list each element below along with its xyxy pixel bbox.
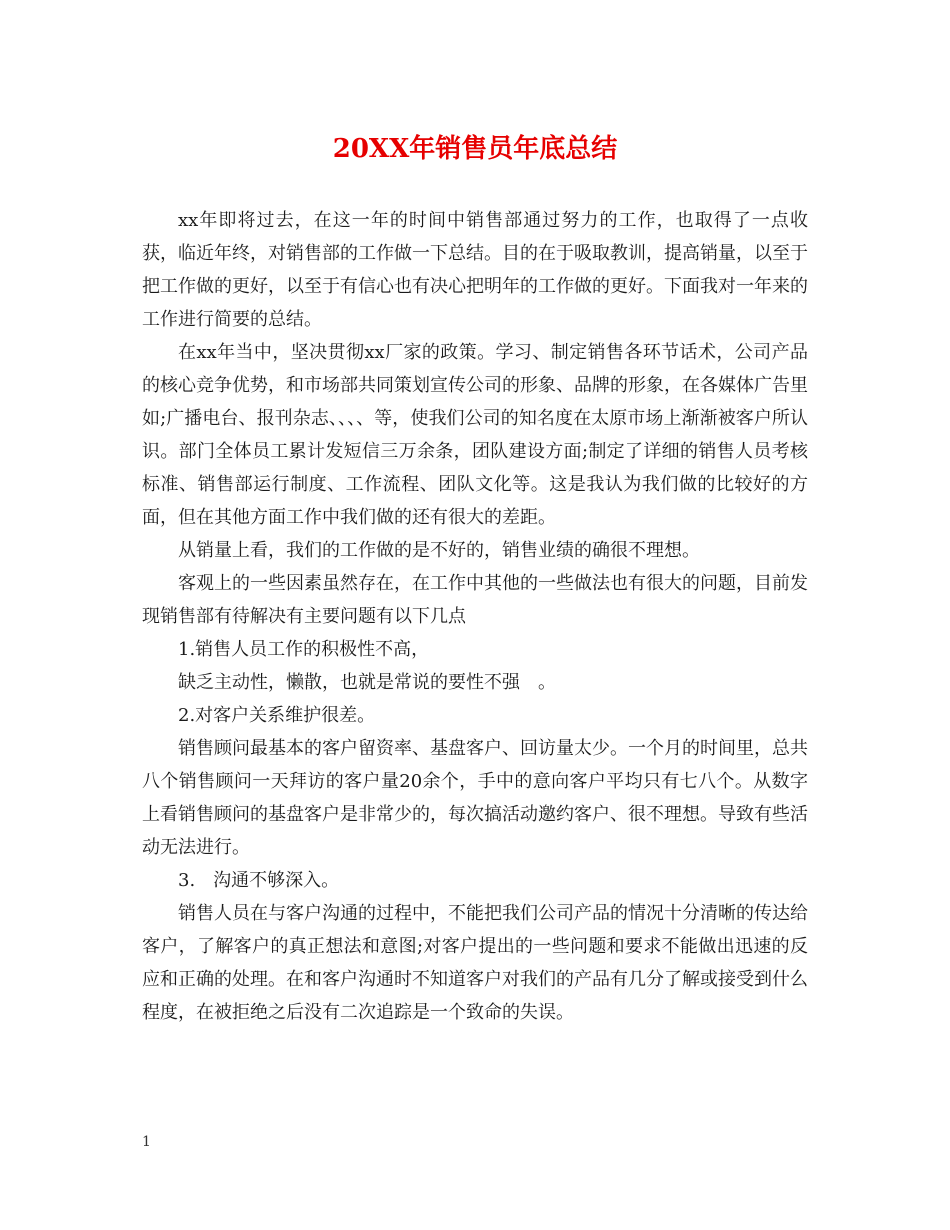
paragraph: 在xx年当中，坚决贯彻xx厂家的政策。学习、制定销售各环节话术，公司产品的核心竞争优势，和市场部共同策划宣传公司的形象、品牌的形象，在各媒体广告里如;广播电台、报刊杂志、、、、等，使我们公司的知名度在太原市场上渐渐被客户所认识。部门全体员工累计发短信三万余条，团队建设方面;制定了详细的销售人员考核标准、销售部运行制度、工作流程、团队文化等。这是我认为我们做的比较好的方面，但在其他方面工作中我们做的还有很大的差距。: [142, 342, 808, 528]
paragraph: 销售人员在与客户沟通的过程中，不能把我们公司产品的情况十分清晰的传达给客户，了解客户的真正想法和意图;对客户提出的一些问题和要求不能做出迅速的反应和正确的处理。在和客户沟通时不知道客户对我们的产品有几分了解或接受到什么程度，在被拒绝之后没有二次追踪是一个致命的失误。: [142, 903, 808, 1023]
document-body: [142, 204, 808, 1029]
paragraph: 客观上的一些因素虽然存在，在工作中其他的一些做法也有很大的问题，目前发现销售部有待解决有主要问题有以下几点: [142, 573, 808, 627]
paragraph: xx年即将过去，在这一年的时间中销售部通过努力的工作，也取得了一点收获，临近年终，对销售部的工作做一下总结。目的在于吸取教训，提高销量，以至于把工作做的更好，以至于有信心也有决心把明年的工作做的更好。下面我对一年来的工作进行简要的总结。: [142, 210, 808, 330]
paragraph: 3. 沟通不够深入。: [178, 870, 340, 891]
document-title: 20XX年销售员年底总结: [332, 134, 618, 164]
paragraph: 1.销售人员工作的积极性不高，: [178, 639, 430, 660]
paragraph: 2.对客户关系维护很差。: [178, 705, 376, 726]
paragraph: 缺乏主动性，懒散，也就是常说的要性不强 。: [178, 672, 556, 693]
paragraph: 从销量上看，我们的工作做的是不好的，销售业绩的确很不理想。: [178, 540, 700, 561]
paragraph: 销售顾问最基本的客户留资率、基盘客户、回访量太少。一个月的时间里，总共八个销售顾问一天拜访的客户量20余个，手中的意向客户平均只有七八个。从数字上看销售顾问的基盘客户是非常少的，每次搞活动邀约客户、很不理想。导致有些活动无法进行。: [142, 738, 808, 858]
page-number: 1: [142, 1134, 151, 1150]
